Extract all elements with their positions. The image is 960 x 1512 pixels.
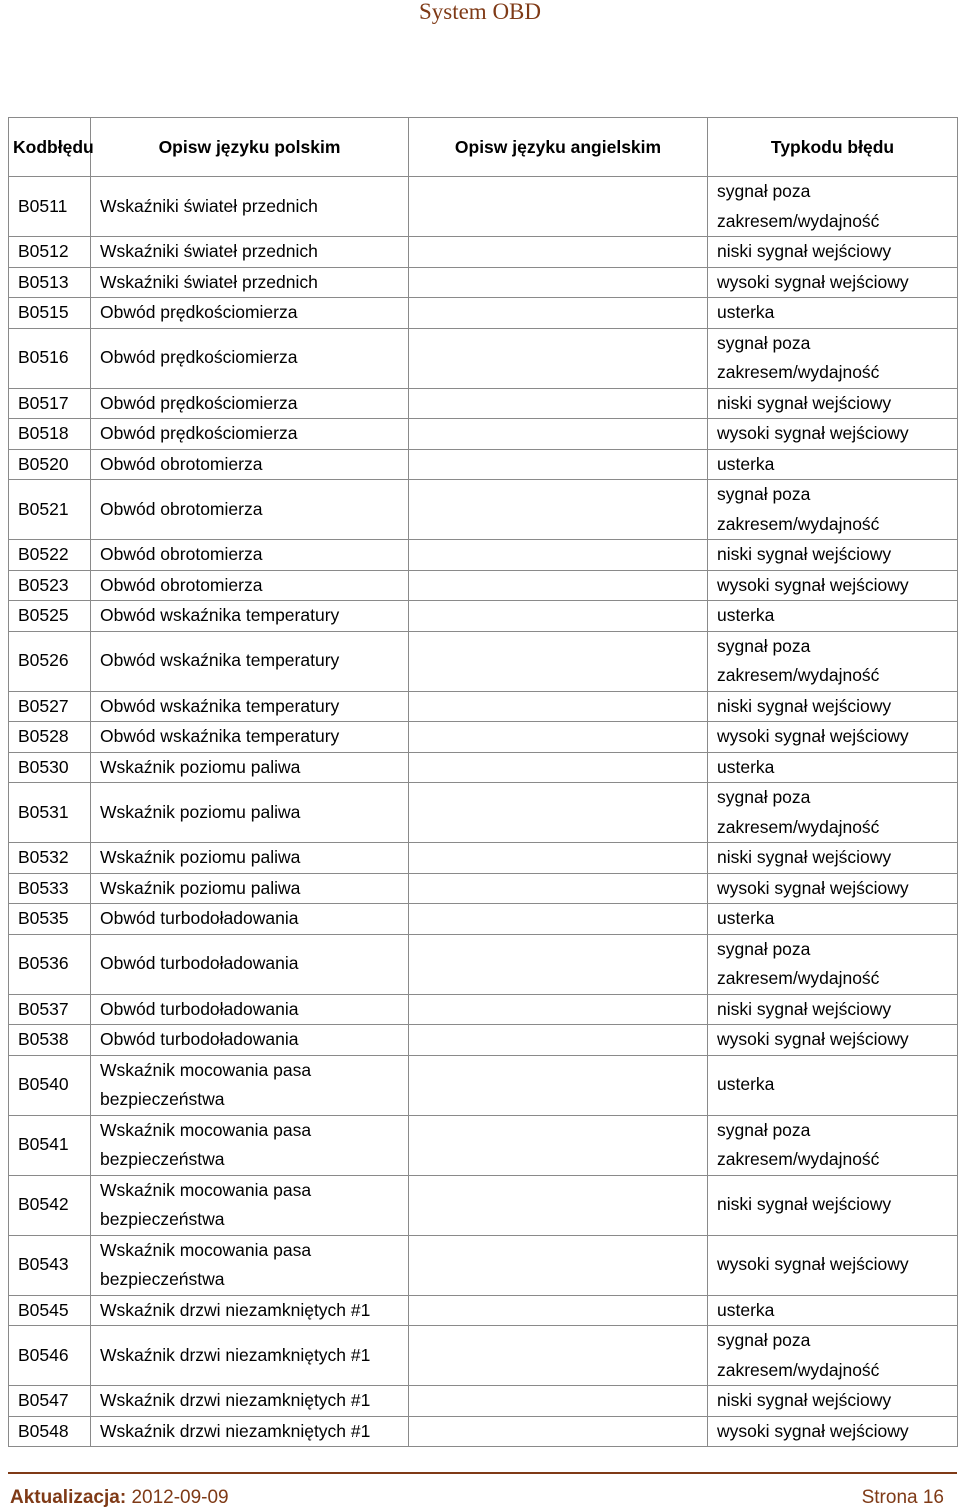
table-row xyxy=(9,177,958,237)
cell-line: Obwód obrotomierza xyxy=(100,544,263,564)
cell-desc-pl xyxy=(91,388,409,419)
cell-line: Obwód prędkościomierza xyxy=(100,347,298,368)
cell-desc-pl xyxy=(91,419,409,450)
table-row xyxy=(9,904,958,935)
cell-line: niski sygnał wejściowy xyxy=(717,1194,892,1215)
cell-code: B0518 xyxy=(9,419,91,450)
cell-line: usterka xyxy=(717,605,775,625)
cell-line: zakresem/wydajność xyxy=(717,1359,880,1380)
cell-line: usterka xyxy=(717,302,775,322)
cell-type xyxy=(708,601,958,632)
cell-type xyxy=(708,1175,958,1235)
obd-code-table xyxy=(8,117,958,1447)
cell-desc-pl xyxy=(91,631,409,691)
cell-code: B0525 xyxy=(9,601,91,632)
cell-line: Wskaźnik poziomu paliwa xyxy=(100,801,301,822)
header-code xyxy=(9,118,94,177)
table-row xyxy=(9,388,958,419)
table-row xyxy=(9,237,958,268)
cell-line: Obwód obrotomierza xyxy=(100,498,263,519)
cell-code: B0540 xyxy=(9,1055,91,1115)
cell-desc-en xyxy=(409,1025,708,1056)
cell-code: B0547 xyxy=(9,1386,91,1417)
cell-desc-en xyxy=(409,934,708,994)
cell-type xyxy=(708,934,958,994)
table-row xyxy=(9,934,958,994)
cell-line: sygnał poza xyxy=(717,1119,811,1140)
cell-code: B0546 xyxy=(9,1326,91,1386)
footer-rule xyxy=(8,1472,957,1474)
cell-type xyxy=(708,1055,958,1115)
cell-desc-pl xyxy=(91,1025,409,1056)
cell-type xyxy=(708,1235,958,1295)
cell-desc-en xyxy=(409,1416,708,1447)
cell-code: B0548 xyxy=(9,1416,91,1447)
cell-line: sygnał poza xyxy=(717,938,811,959)
cell-code: B0520 xyxy=(9,449,91,480)
cell-line: Wskaźnik drzwi niezamkniętych #1 xyxy=(100,1299,371,1320)
table-header-row xyxy=(9,118,958,177)
cell-desc-pl xyxy=(91,722,409,753)
cell-line: niski sygnał wejściowy xyxy=(717,241,892,261)
table-body xyxy=(9,177,958,1447)
cell-desc-en xyxy=(409,1055,708,1115)
cell-type xyxy=(708,298,958,329)
cell-desc-pl xyxy=(91,691,409,722)
header-line: Typ xyxy=(770,136,801,157)
cell-code: B0521 xyxy=(9,480,91,540)
cell-line: bezpieczeństwa xyxy=(100,1269,225,1289)
cell-line: zakresem/wydajność xyxy=(717,816,880,837)
cell-desc-en xyxy=(409,722,708,753)
cell-line: zakresem/wydajność xyxy=(717,362,880,382)
cell-desc-en xyxy=(409,1295,708,1326)
cell-code: B0535 xyxy=(9,904,91,935)
cell-line: bezpieczeństwa xyxy=(100,1149,225,1169)
table-row xyxy=(9,1326,958,1386)
header-line: błędu xyxy=(47,136,94,157)
cell-line: Wskaźnik poziomu paliwa xyxy=(100,877,301,898)
cell-line: Wskaźniki świateł przednich xyxy=(100,195,318,216)
table-row xyxy=(9,1175,958,1235)
cell-desc-en xyxy=(409,1326,708,1386)
cell-type xyxy=(708,237,958,268)
cell-line: sygnał poza xyxy=(717,332,811,353)
cell-desc-pl xyxy=(91,1055,409,1115)
cell-line: wysoki sygnał wejściowy xyxy=(717,726,909,746)
cell-code: B0516 xyxy=(9,328,91,388)
cell-desc-pl xyxy=(91,783,409,843)
cell-desc-en xyxy=(409,631,708,691)
cell-line: Obwód wskaźnika temperatury xyxy=(100,726,340,746)
cell-desc-pl xyxy=(91,237,409,268)
table-row xyxy=(9,570,958,601)
cell-desc-pl xyxy=(91,1115,409,1175)
cell-type xyxy=(708,752,958,783)
cell-line: Obwód turbodoładowania xyxy=(100,1029,299,1049)
table-row xyxy=(9,419,958,450)
cell-desc-pl xyxy=(91,298,409,329)
table-row xyxy=(9,1295,958,1326)
header-line: kodu błędu xyxy=(800,136,895,157)
cell-line: zakresem/wydajność xyxy=(717,665,880,685)
cell-code: B0542 xyxy=(9,1175,91,1235)
cell-line: sygnał poza xyxy=(717,787,811,807)
cell-desc-en xyxy=(409,1386,708,1417)
cell-desc-en xyxy=(409,1235,708,1295)
cell-desc-en xyxy=(409,388,708,419)
cell-code: B0512 xyxy=(9,237,91,268)
cell-type xyxy=(708,388,958,419)
cell-line: Wskaźnik poziomu paliwa xyxy=(100,756,301,777)
cell-desc-pl xyxy=(91,1295,409,1326)
cell-type xyxy=(708,480,958,540)
cell-line: wysoki sygnał wejściowy xyxy=(717,271,909,292)
cell-desc-pl xyxy=(91,1326,409,1386)
table-row xyxy=(9,449,958,480)
cell-line: usterka xyxy=(717,1299,775,1320)
cell-desc-en xyxy=(409,237,708,268)
cell-line: sygnał poza xyxy=(717,484,811,504)
cell-line: sygnał poza xyxy=(717,1330,811,1350)
cell-desc-en xyxy=(409,177,708,237)
cell-line: zakresem/wydajność xyxy=(717,513,880,534)
header-desc-pl xyxy=(91,118,409,177)
table-row xyxy=(9,1055,958,1115)
cell-desc-en xyxy=(409,843,708,874)
cell-desc-pl xyxy=(91,904,409,935)
cell-line: Obwód turbodoładowania xyxy=(100,953,299,974)
cell-code: B0523 xyxy=(9,570,91,601)
table-row xyxy=(9,1235,958,1295)
cell-code: B0513 xyxy=(9,267,91,298)
cell-line: Wskaźnik drzwi niezamkniętych #1 xyxy=(100,1420,371,1441)
cell-line: wysoki sygnał wejściowy xyxy=(717,423,909,443)
cell-desc-en xyxy=(409,1175,708,1235)
cell-line: wysoki sygnał wejściowy xyxy=(717,877,909,898)
cell-desc-en xyxy=(409,267,708,298)
cell-desc-en xyxy=(409,873,708,904)
cell-line: wysoki sygnał wejściowy xyxy=(717,1029,909,1049)
cell-type xyxy=(708,631,958,691)
cell-desc-en xyxy=(409,1115,708,1175)
cell-desc-pl xyxy=(91,1235,409,1295)
cell-desc-pl xyxy=(91,1386,409,1417)
cell-desc-en xyxy=(409,752,708,783)
cell-desc-pl xyxy=(91,449,409,480)
cell-desc-pl xyxy=(91,994,409,1025)
cell-desc-en xyxy=(409,328,708,388)
table-row xyxy=(9,601,958,632)
cell-desc-en xyxy=(409,419,708,450)
table-row xyxy=(9,267,958,298)
cell-type xyxy=(708,843,958,874)
cell-code: B0530 xyxy=(9,752,91,783)
cell-line: sygnał poza xyxy=(717,181,811,201)
table-row xyxy=(9,1025,958,1056)
cell-line: Wskaźnik mocowania pasa xyxy=(100,1179,312,1200)
cell-type xyxy=(708,177,958,237)
table-row xyxy=(9,1386,958,1417)
cell-line: Obwód prędkościomierza xyxy=(100,392,298,413)
cell-desc-pl xyxy=(91,752,409,783)
cell-desc-pl xyxy=(91,480,409,540)
cell-line: niski sygnał wejściowy xyxy=(717,392,892,413)
cell-line: Wskaźnik mocowania pasa xyxy=(100,1059,312,1080)
table-row xyxy=(9,783,958,843)
cell-type xyxy=(708,419,958,450)
table-header xyxy=(9,118,958,177)
footer-update xyxy=(10,1487,229,1509)
cell-code: B0515 xyxy=(9,298,91,329)
cell-line: Wskaźniki świateł przednich xyxy=(100,241,318,261)
cell-line: niski sygnał wejściowy xyxy=(717,1390,892,1410)
cell-line: bezpieczeństwa xyxy=(100,1209,225,1229)
cell-line: Obwód turbodoładowania xyxy=(100,998,299,1019)
cell-line: wysoki sygnał wejściowy xyxy=(717,1420,909,1441)
cell-desc-en xyxy=(409,691,708,722)
cell-line: sygnał poza xyxy=(717,635,811,656)
cell-line: niski sygnał wejściowy xyxy=(717,998,892,1019)
cell-code: B0517 xyxy=(9,388,91,419)
cell-type xyxy=(708,994,958,1025)
cell-desc-pl xyxy=(91,934,409,994)
cell-type xyxy=(708,1295,958,1326)
table-row xyxy=(9,298,958,329)
cell-desc-en xyxy=(409,994,708,1025)
cell-type xyxy=(708,691,958,722)
cell-desc-pl xyxy=(91,570,409,601)
table-row xyxy=(9,631,958,691)
table-row xyxy=(9,873,958,904)
cell-line: usterka xyxy=(717,756,775,777)
table-row xyxy=(9,1416,958,1447)
header-line: Opis xyxy=(158,136,198,157)
header-line: w języku angielskim xyxy=(493,136,662,157)
cell-code: B0528 xyxy=(9,722,91,753)
cell-line: niski sygnał wejściowy xyxy=(717,544,892,564)
cell-desc-en xyxy=(409,298,708,329)
cell-line: Obwód turbodoładowania xyxy=(100,908,299,928)
cell-type xyxy=(708,1115,958,1175)
cell-type xyxy=(708,328,958,388)
table-row xyxy=(9,722,958,753)
header-type xyxy=(708,118,958,177)
cell-line: Wskaźnik mocowania pasa xyxy=(100,1119,312,1140)
cell-desc-pl xyxy=(91,873,409,904)
cell-code: B0543 xyxy=(9,1235,91,1295)
cell-line: usterka xyxy=(717,908,775,928)
cell-code: B0522 xyxy=(9,540,91,571)
cell-type xyxy=(708,1386,958,1417)
cell-type xyxy=(708,904,958,935)
cell-desc-pl xyxy=(91,1175,409,1235)
cell-type xyxy=(708,1025,958,1056)
cell-line: Wskaźnik drzwi niezamkniętych #1 xyxy=(100,1390,371,1410)
cell-code: B0532 xyxy=(9,843,91,874)
table-row xyxy=(9,752,958,783)
cell-line: niski sygnał wejściowy xyxy=(717,847,892,867)
footer-update-date: 2012-09-09 xyxy=(131,1487,229,1508)
cell-line: usterka xyxy=(717,453,775,474)
cell-desc-pl xyxy=(91,601,409,632)
table-row xyxy=(9,843,958,874)
cell-code: B0533 xyxy=(9,873,91,904)
table-row xyxy=(9,328,958,388)
cell-code: B0526 xyxy=(9,631,91,691)
cell-code: B0531 xyxy=(9,783,91,843)
cell-line: Obwód wskaźnika temperatury xyxy=(100,650,340,671)
cell-code: B0541 xyxy=(9,1115,91,1175)
table-row xyxy=(9,480,958,540)
cell-line: zakresem/wydajność xyxy=(717,210,880,231)
header-line: w języku polskim xyxy=(197,136,341,157)
cell-desc-en xyxy=(409,540,708,571)
cell-desc-pl xyxy=(91,267,409,298)
footer-page-number: Strona 16 xyxy=(861,1487,944,1508)
cell-code: B0536 xyxy=(9,934,91,994)
cell-line: Wskaźnik mocowania pasa xyxy=(100,1239,312,1260)
cell-type xyxy=(708,1326,958,1386)
cell-type xyxy=(708,722,958,753)
cell-desc-en xyxy=(409,783,708,843)
cell-code: B0545 xyxy=(9,1295,91,1326)
table-row xyxy=(9,540,958,571)
cell-desc-en xyxy=(409,570,708,601)
cell-line: Obwód obrotomierza xyxy=(100,574,263,595)
table-row xyxy=(9,691,958,722)
cell-type xyxy=(708,570,958,601)
cell-type xyxy=(708,873,958,904)
cell-code: B0538 xyxy=(9,1025,91,1056)
header-desc-en xyxy=(409,118,708,177)
cell-desc-pl xyxy=(91,177,409,237)
cell-type xyxy=(708,267,958,298)
cell-desc-pl xyxy=(91,328,409,388)
cell-type xyxy=(708,783,958,843)
cell-line: usterka xyxy=(717,1074,775,1095)
header-line: Kod xyxy=(13,136,48,157)
cell-line: wysoki sygnał wejściowy xyxy=(717,1254,909,1275)
header-line: Opis xyxy=(454,136,494,157)
cell-line: Obwód prędkościomierza xyxy=(100,423,298,443)
cell-type xyxy=(708,1416,958,1447)
cell-line: zakresem/wydajność xyxy=(717,968,880,988)
cell-desc-pl xyxy=(91,843,409,874)
cell-line: zakresem/wydajność xyxy=(717,1149,880,1169)
cell-line: Wskaźnik poziomu paliwa xyxy=(100,847,301,867)
cell-desc-en xyxy=(409,601,708,632)
cell-desc-en xyxy=(409,449,708,480)
cell-line: Obwód prędkościomierza xyxy=(100,302,298,322)
page-header-title: System OBD xyxy=(418,0,542,24)
table-row xyxy=(9,994,958,1025)
footer-update-label: Aktualizacja: xyxy=(10,1487,127,1508)
cell-line: Obwód wskaźnika temperatury xyxy=(100,605,340,625)
cell-line: Obwód obrotomierza xyxy=(100,453,263,474)
cell-code: B0511 xyxy=(9,177,91,237)
cell-line: Wskaźnik drzwi niezamkniętych #1 xyxy=(100,1344,371,1365)
cell-line: Wskaźniki świateł przednich xyxy=(100,271,318,292)
cell-line: Obwód wskaźnika temperatury xyxy=(100,695,340,716)
cell-type xyxy=(708,540,958,571)
cell-line: niski sygnał wejściowy xyxy=(717,695,892,716)
table-row xyxy=(9,1115,958,1175)
cell-desc-en xyxy=(409,904,708,935)
cell-desc-pl xyxy=(91,1416,409,1447)
cell-desc-pl xyxy=(91,540,409,571)
cell-code: B0537 xyxy=(9,994,91,1025)
cell-line: bezpieczeństwa xyxy=(100,1089,225,1109)
cell-code: B0527 xyxy=(9,691,91,722)
cell-line: wysoki sygnał wejściowy xyxy=(717,574,909,595)
cell-type xyxy=(708,449,958,480)
cell-desc-en xyxy=(409,480,708,540)
